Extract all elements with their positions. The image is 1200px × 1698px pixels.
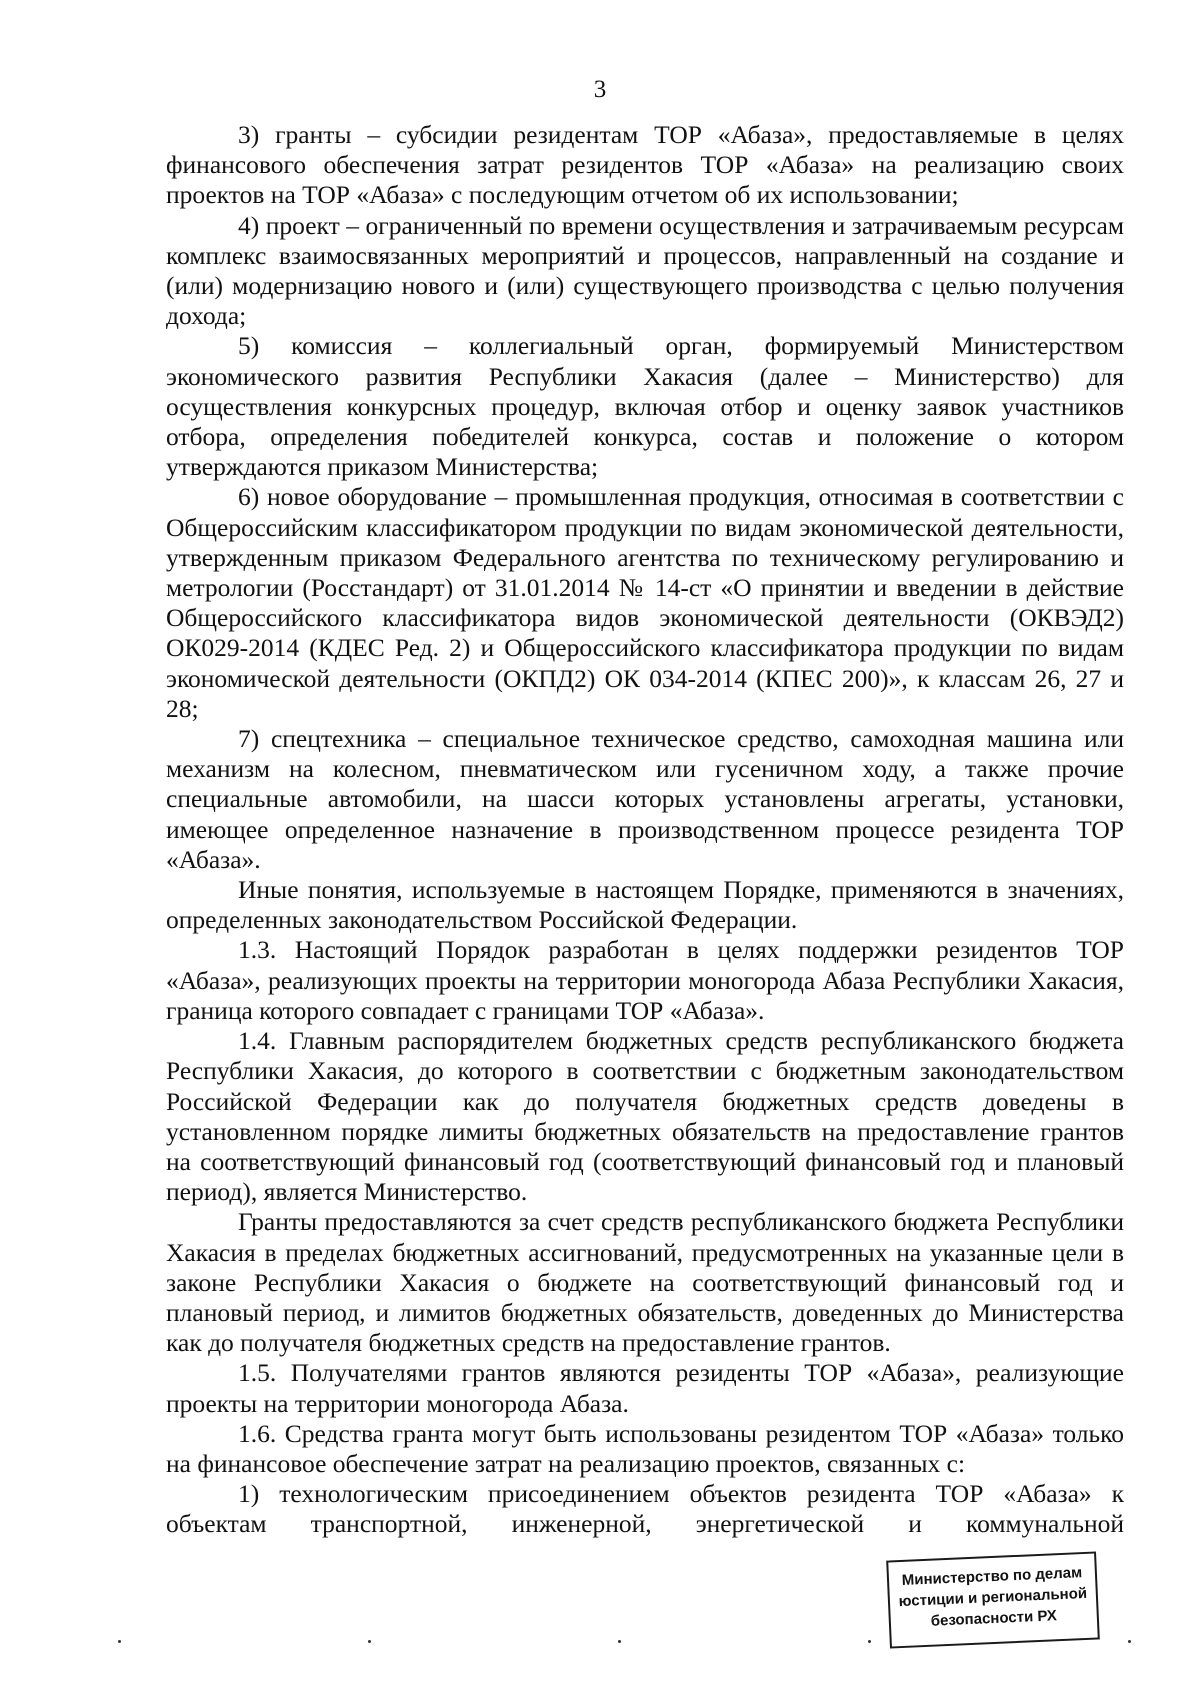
scan-speck	[368, 1640, 371, 1643]
paragraph-definition-commission: 5) комиссия – коллегиальный орган, формируемый Министерством экономического развития Республики Хакасия (далее – Министерство) для осуществления конкурсных процедур, включая отбор и оценку заявок участников отбора, определения победителей конкурса, состав и положение о котором утверждаются приказом Министерства;	[166, 331, 1124, 482]
page-number: 3	[593, 76, 607, 103]
paragraph-definition-project: 4) проект – ограниченный по времени осуществления и затрачиваемым ресурсам комплекс взаимосвязанных мероприятий и процессов, направленный на создание и (или) модернизацию нового и (или) существующего производства с целью получения дохода;	[166, 210, 1124, 331]
scan-speck	[868, 1640, 871, 1643]
paragraph-section-1-5: 1.5. Получателями грантов являются резиденты ТОР «Абаза», реализующие проекты на территории моногорода Абаза.	[166, 1358, 1124, 1418]
paragraph-section-1-4: 1.4. Главным распорядителем бюджетных средств республиканского бюджета Республики Хакасия, до которого в соответствии с бюджетным законодательством Российской Федерации как до получателя бюджетных средств доведены в установленном порядке лимиты бюджетных обязательств на предоставление грантов на соответствующий финансовый год (соответствующий финансовый год и плановый период), является Министерство.	[166, 1026, 1124, 1207]
ministry-registration-stamp	[886, 1551, 1100, 1648]
paragraph-section-1-3: 1.3. Настоящий Порядок разработан в целях поддержки резидентов ТОР «Абаза», реализующих проекты на территории моногорода Абаза Республики Хакасия, граница которого совпадает с границами ТОР «Абаза».	[166, 935, 1124, 1025]
paragraph-definition-new-equipment: 6) новое оборудование – промышленная продукция, относимая в соответствии с Общероссийским классификатором продукции по видам экономической деятельности, утвержденным приказом Федерального агентства по техническому регулированию и метрологии (Росстандарт) от 31.01.2014 № 14-ст «О принятии и введении в действие Общероссийского классификатора видов экономической деятельности (ОКВЭД2) ОК029-2014 (КДЕС Ред. 2) и Общероссийского классификатора продукции по видам экономической деятельности (ОКПД2) ОК 034-2014 (КПЕС 200)», к классам 26, 27 и 28;	[166, 482, 1124, 723]
stamp-line-1: Министерство по делам	[901, 1564, 1083, 1589]
stamp-line-2: юстиции и региональной	[898, 1584, 1088, 1611]
paragraph-other-terms: Иные понятия, используемые в настоящем Порядке, применяются в значениях, определенных законодательством Российской Федерации.	[166, 875, 1124, 935]
paragraph-section-1-6: 1.6. Средства гранта могут быть использованы резидентом ТОР «Абаза» только на финансовое обеспечение затрат на реализацию проектов, связанных с:	[166, 1418, 1124, 1478]
paragraph-definition-grants: 3) гранты – субсидии резидентам ТОР «Абаза», предоставляемые в целях финансового обеспечения затрат резидентов ТОР «Абаза» на реализацию своих проектов на ТОР «Абаза» с последующим отчетом об их использовании;	[166, 120, 1124, 210]
paragraph-item-1-tech-connection: 1) технологическим присоединением объектов резидента ТОР «Абаза» к объектам транспортной, инженерной, энергетической и коммунальной	[166, 1479, 1124, 1539]
paragraph-definition-special-machinery: 7) спецтехника – специальное техническое средство, самоходная машина или механизм на колесном, пневматическом или гусеничном ходу, а также прочие специальные автомобили, на шасси которых установлены агрегаты, установки, имеющее определенное назначение в производственном процессе резидента ТОР «Абаза».	[166, 724, 1124, 874]
document-body	[166, 120, 1124, 1540]
scan-speck	[618, 1640, 621, 1643]
stamp-line-3: безопасности РХ	[930, 1607, 1058, 1630]
scan-speck	[118, 1640, 121, 1643]
paragraph-grants-funding: Гранты предоставляются за счет средств республиканского бюджета Республики Хакасия в пределах бюджетных ассигнований, предусмотренных на указанные цели в законе Республики Хакасия о бюджете на соответствующий финансовый год и плановый период, и лимитов бюджетных обязательств, доведенных до Министерства как до получателя бюджетных средств на предоставление грантов.	[166, 1207, 1124, 1358]
scan-speck	[1128, 1640, 1131, 1643]
